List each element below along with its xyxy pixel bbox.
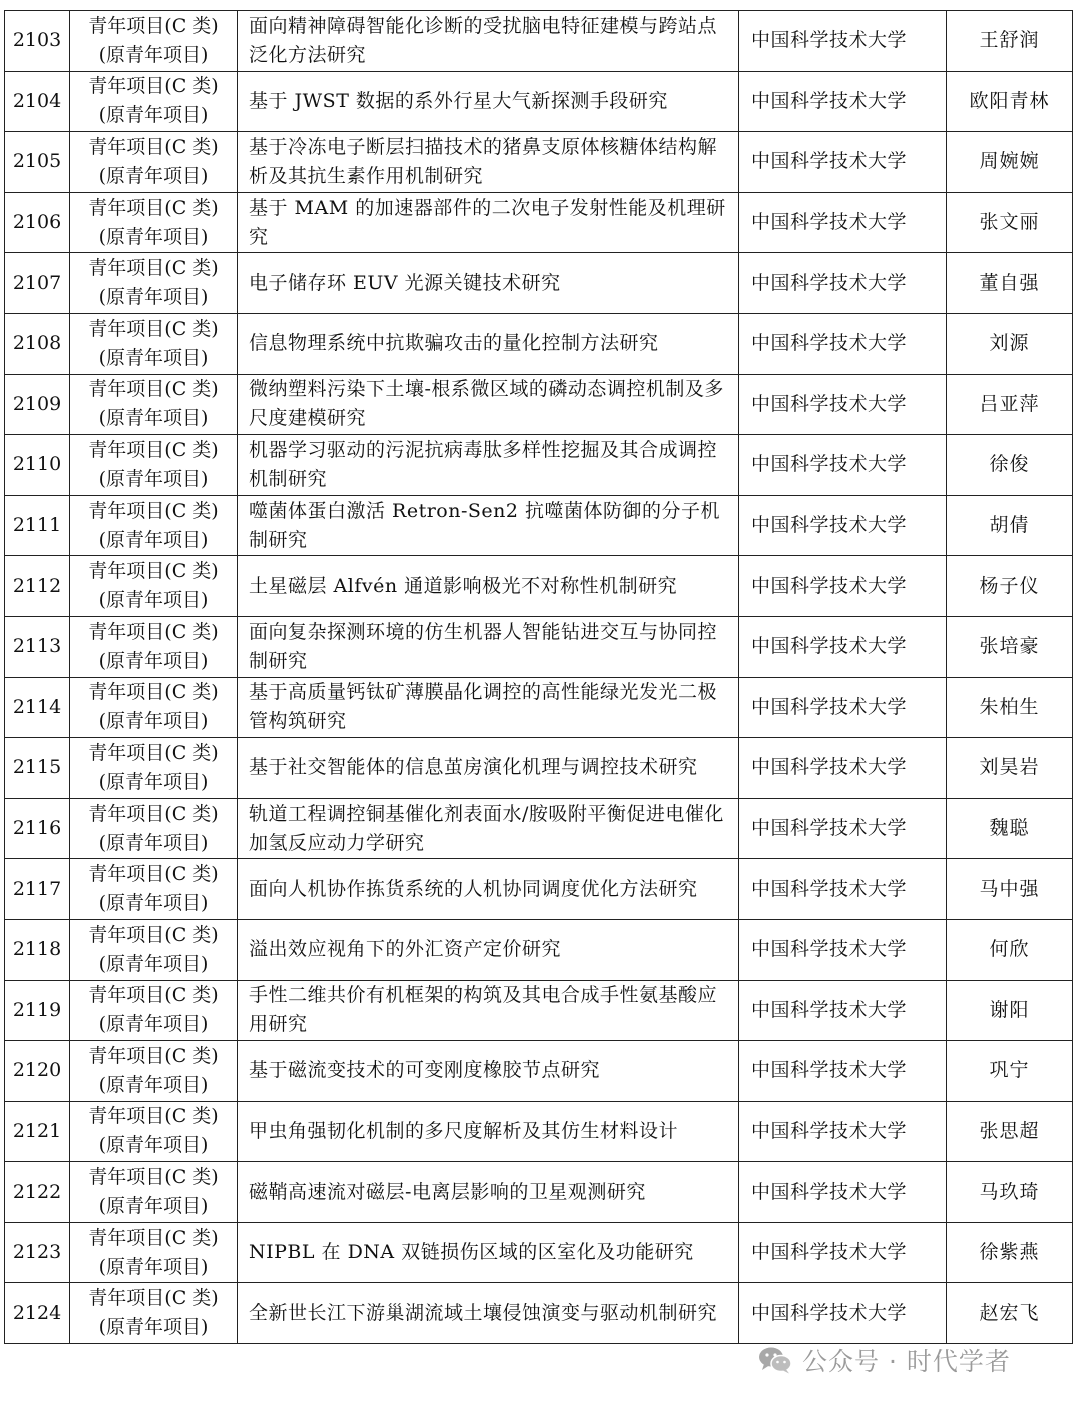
project-id-cell: 2118 [5,919,70,980]
institution-cell: 中国科学技术大学 [739,132,947,193]
project-id-cell: 2108 [5,313,70,374]
category-line: (原青年项目) [98,225,209,248]
category-line: (原青年项目) [98,649,209,672]
category-line: (原青年项目) [98,1073,209,1096]
table-row [5,677,1073,738]
project-id-cell: 2119 [5,980,70,1041]
category-cell [70,616,238,677]
project-title-cell: 面向精神障碍智能化诊断的受扰脑电特征建模与跨站点泛化方法研究 [238,11,739,72]
principal-investigator-cell: 徐俊 [947,435,1073,496]
project-title-cell: 电子储存环 EUV 光源关键技术研究 [238,253,739,314]
category-cell [70,132,238,193]
table-row [5,374,1073,435]
principal-investigator-cell: 杨子仪 [947,556,1073,617]
table-row [5,1101,1073,1162]
category-line: (原青年项目) [98,831,209,854]
institution-cell: 中国科学技术大学 [739,919,947,980]
project-title-cell: 信息物理系统中抗欺骗攻击的量化控制方法研究 [238,313,739,374]
table-row [5,313,1073,374]
project-id-cell: 2117 [5,859,70,920]
project-title-cell: 磁鞘高速流对磁层-电离层影响的卫星观测研究 [238,1162,739,1223]
institution-cell: 中国科学技术大学 [739,374,947,435]
category-line: 青年项目(C 类) [88,923,219,946]
category-line: (原青年项目) [98,589,209,612]
project-title-cell: 轨道工程调控铜基催化剂表面水/胺吸附平衡促进电催化加氢反应动力学研究 [238,798,739,859]
category-line: 青年项目(C 类) [88,438,219,461]
project-id-cell: 2113 [5,616,70,677]
category-cell [70,738,238,799]
institution-cell: 中国科学技术大学 [739,1222,947,1283]
category-line: (原青年项目) [98,952,209,975]
principal-investigator-cell: 胡倩 [947,495,1073,556]
project-title-cell: NIPBL 在 DNA 双链损伤区域的区室化及功能研究 [238,1222,739,1283]
institution-cell: 中国科学技术大学 [739,1101,947,1162]
category-cell [70,1041,238,1102]
category-line: 青年项目(C 类) [88,863,219,886]
watermark-text: 公众号 · 时代学者 [802,1347,1011,1376]
principal-investigator-cell: 欧阳青林 [947,71,1073,132]
project-id-cell: 2111 [5,495,70,556]
category-line: (原青年项目) [98,286,209,309]
category-line: 青年项目(C 类) [88,378,219,401]
institution-cell: 中国科学技术大学 [739,313,947,374]
category-line: 青年项目(C 类) [88,499,219,522]
category-cell [70,980,238,1041]
category-cell [70,677,238,738]
category-line: (原青年项目) [98,104,209,127]
project-id-cell: 2109 [5,374,70,435]
category-line: (原青年项目) [98,1316,209,1339]
project-title-cell: 手性二维共价有机框架的构筑及其电合成手性氨基酸应用研究 [238,980,739,1041]
category-line: 青年项目(C 类) [88,1226,219,1249]
project-title-cell: 基于 MAM 的加速器部件的二次电子发射性能及机理研究 [238,192,739,253]
category-cell [70,192,238,253]
category-cell [70,859,238,920]
category-line: 青年项目(C 类) [88,14,219,37]
project-id-cell: 2107 [5,253,70,314]
category-line: 青年项目(C 类) [88,135,219,158]
category-line: (原青年项目) [98,892,209,915]
institution-cell: 中国科学技术大学 [739,616,947,677]
project-id-cell: 2123 [5,1222,70,1283]
table-row [5,738,1073,799]
project-id-cell: 2110 [5,435,70,496]
institution-cell: 中国科学技术大学 [739,192,947,253]
category-cell [70,1101,238,1162]
institution-cell: 中国科学技术大学 [739,1283,947,1344]
category-cell [70,313,238,374]
category-line: (原青年项目) [98,1255,209,1278]
category-line: (原青年项目) [98,710,209,733]
category-line: 青年项目(C 类) [88,257,219,280]
institution-cell: 中国科学技术大学 [739,859,947,920]
table-row [5,1283,1073,1344]
category-cell [70,374,238,435]
project-title-cell: 机器学习驱动的污泥抗病毒肽多样性挖掘及其合成调控机制研究 [238,435,739,496]
category-line: 青年项目(C 类) [88,1166,219,1189]
table-row [5,919,1073,980]
category-line: 青年项目(C 类) [88,802,219,825]
project-id-cell: 2106 [5,192,70,253]
category-line: 青年项目(C 类) [88,317,219,340]
category-cell [70,798,238,859]
category-line: 青年项目(C 类) [88,560,219,583]
table-row [5,616,1073,677]
principal-investigator-cell: 谢阳 [947,980,1073,1041]
institution-cell: 中国科学技术大学 [739,253,947,314]
project-title-cell: 基于冷冻电子断层扫描技术的猪鼻支原体核糖体结构解析及其抗生素作用机制研究 [238,132,739,193]
project-title-cell: 基于磁流变技术的可变刚度橡胶节点研究 [238,1041,739,1102]
table-row [5,556,1073,617]
project-title-cell: 甲虫角强韧化机制的多尺度解析及其仿生材料设计 [238,1101,739,1162]
project-title-cell: 溢出效应视角下的外汇资产定价研究 [238,919,739,980]
institution-cell: 中国科学技术大学 [739,677,947,738]
category-line: (原青年项目) [98,770,209,793]
principal-investigator-cell: 魏聪 [947,798,1073,859]
project-id-cell: 2115 [5,738,70,799]
project-title-cell: 全新世长江下游巢湖流域土壤侵蚀演变与驱动机制研究 [238,1283,739,1344]
institution-cell: 中国科学技术大学 [739,738,947,799]
principal-investigator-cell: 徐紫燕 [947,1222,1073,1283]
institution-cell: 中国科学技术大学 [739,71,947,132]
category-line: 青年项目(C 类) [88,681,219,704]
category-line: 青年项目(C 类) [88,741,219,764]
principal-investigator-cell: 马玖琦 [947,1162,1073,1223]
principal-investigator-cell: 赵宏飞 [947,1283,1073,1344]
table-row [5,1162,1073,1223]
category-line: 青年项目(C 类) [88,1044,219,1067]
project-id-cell: 2121 [5,1101,70,1162]
table-row [5,1222,1073,1283]
category-line: (原青年项目) [98,467,209,490]
principal-investigator-cell: 朱柏生 [947,677,1073,738]
category-cell [70,919,238,980]
project-id-cell: 2120 [5,1041,70,1102]
principal-investigator-cell: 周婉婉 [947,132,1073,193]
wechat-icon [758,1346,792,1374]
category-line: 青年项目(C 类) [88,1287,219,1310]
category-line: 青年项目(C 类) [88,620,219,643]
grant-table [4,10,1073,1344]
category-line: (原青年项目) [98,1134,209,1157]
table-row [5,495,1073,556]
project-id-cell: 2116 [5,798,70,859]
project-id-cell: 2112 [5,556,70,617]
category-line: 青年项目(C 类) [88,984,219,1007]
category-line: (原青年项目) [98,407,209,430]
table-row [5,980,1073,1041]
project-id-cell: 2105 [5,132,70,193]
category-line: 青年项目(C 类) [88,75,219,98]
project-title-cell: 面向复杂探测环境的仿生机器人智能钻进交互与协同控制研究 [238,616,739,677]
project-title-cell: 微纳塑料污染下土壤-根系微区域的磷动态调控机制及多尺度建模研究 [238,374,739,435]
institution-cell: 中国科学技术大学 [739,980,947,1041]
project-title-cell: 面向人机协作拣货系统的人机协同调度优化方法研究 [238,859,739,920]
principal-investigator-cell: 张思超 [947,1101,1073,1162]
project-title-cell: 噬菌体蛋白激活 Retron-Sen2 抗噬菌体防御的分子机制研究 [238,495,739,556]
category-cell [70,556,238,617]
principal-investigator-cell: 马中强 [947,859,1073,920]
table-row [5,798,1073,859]
principal-investigator-cell: 刘昊岩 [947,738,1073,799]
institution-cell: 中国科学技术大学 [739,556,947,617]
category-cell [70,11,238,72]
table-row [5,71,1073,132]
principal-investigator-cell: 王舒润 [947,11,1073,72]
project-id-cell: 2104 [5,71,70,132]
category-line: (原青年项目) [98,43,209,66]
table-row [5,435,1073,496]
category-cell [70,71,238,132]
watermark [758,1342,1011,1378]
category-cell [70,1222,238,1283]
principal-investigator-cell: 吕亚萍 [947,374,1073,435]
project-title-cell: 基于高质量钙钛矿薄膜晶化调控的高性能绿光发光二极管构筑研究 [238,677,739,738]
institution-cell: 中国科学技术大学 [739,1162,947,1223]
table-row [5,132,1073,193]
project-id-cell: 2122 [5,1162,70,1223]
category-line: 青年项目(C 类) [88,1105,219,1128]
project-title-cell: 基于 JWST 数据的系外行星大气新探测手段研究 [238,71,739,132]
principal-investigator-cell: 张文丽 [947,192,1073,253]
project-id-cell: 2103 [5,11,70,72]
institution-cell: 中国科学技术大学 [739,435,947,496]
institution-cell: 中国科学技术大学 [739,11,947,72]
institution-cell: 中国科学技术大学 [739,798,947,859]
table-row [5,859,1073,920]
category-cell [70,253,238,314]
principal-investigator-cell: 董自强 [947,253,1073,314]
category-line: (原青年项目) [98,164,209,187]
principal-investigator-cell: 刘源 [947,313,1073,374]
category-cell [70,435,238,496]
project-id-cell: 2114 [5,677,70,738]
project-title-cell: 土星磁层 Alfvén 通道影响极光不对称性机制研究 [238,556,739,617]
table-row [5,253,1073,314]
category-cell [70,1162,238,1223]
principal-investigator-cell: 巩宁 [947,1041,1073,1102]
category-line: (原青年项目) [98,528,209,551]
project-id-cell: 2124 [5,1283,70,1344]
category-line: (原青年项目) [98,1195,209,1218]
principal-investigator-cell: 张培豪 [947,616,1073,677]
table-row [5,192,1073,253]
project-title-cell: 基于社交智能体的信息茧房演化机理与调控技术研究 [238,738,739,799]
category-line: (原青年项目) [98,346,209,369]
institution-cell: 中国科学技术大学 [739,495,947,556]
table-row [5,1041,1073,1102]
category-cell [70,495,238,556]
category-line: 青年项目(C 类) [88,196,219,219]
table-row [5,11,1073,72]
category-line: (原青年项目) [98,1013,209,1036]
category-cell [70,1283,238,1344]
table-body [5,11,1073,1344]
institution-cell: 中国科学技术大学 [739,1041,947,1102]
principal-investigator-cell: 何欣 [947,919,1073,980]
